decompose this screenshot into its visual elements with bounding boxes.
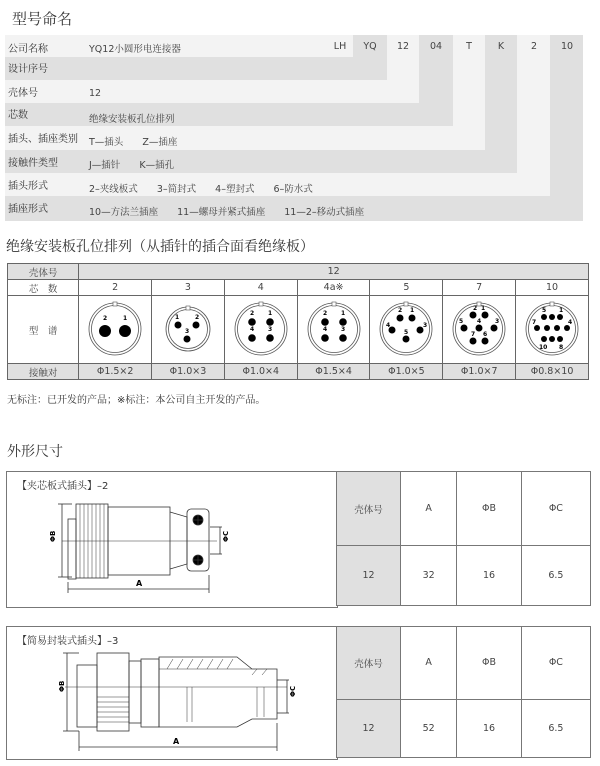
pin-num: 6 [483,331,488,338]
key-notch [332,302,336,306]
pattern-label: 型 谱 [8,296,79,364]
contact-row [8,364,589,380]
value-text: 10—方法兰插座 [89,207,159,218]
value-text: 11—螺母并紧式插座 [177,207,266,218]
dim-header: ΦC [521,627,590,700]
dim-header: ΦC [521,472,590,546]
pin-num: 3 [495,318,500,325]
drawing-caption: 【夹芯板式插头】–2 [17,481,109,492]
value-text: 绝缘安装板孔位排列 [89,114,175,125]
connector-face-7 [449,298,509,358]
connector-face-4 [231,298,291,358]
cores-cell: 4a※ [297,280,370,296]
naming-row-bg [5,80,419,103]
value-text: 6–防水式 [273,184,313,195]
connector-ring [308,303,360,355]
cores-cell: 3 [152,280,225,296]
contact-cell: Φ0.8×10 [516,364,589,380]
pin-dot [557,314,563,320]
connector-ring [526,303,578,355]
dim-header: A [401,627,457,700]
pin-diagram [370,296,443,364]
naming-label: 插头、插座类别 [8,134,78,145]
sealed-plug-drawing [57,647,297,757]
naming-value [89,204,380,218]
pin-dot [192,322,199,329]
pin-diagram [79,296,152,364]
pin-num: 4 [322,326,327,333]
pin-num: 7 [471,331,476,338]
connector-face-2 [85,298,145,358]
pin-dot [248,334,256,342]
value-text: 12 [89,88,102,99]
dim-value-row [337,546,591,606]
pin-dot [409,315,416,322]
pin-num: 2 [103,315,108,322]
pin-num: 2 [194,314,200,321]
naming-label: 插座形式 [8,204,48,215]
clamp-plug-drawing [42,497,242,602]
dim-label-c: ΦC [289,685,297,697]
dim-value: 12 [337,546,401,606]
pin-num: 7 [532,319,537,326]
value-text: T—插头 [89,137,124,148]
pin-num: 4 [249,326,254,333]
pin-diagram [443,296,516,364]
dim-header: ΦB [457,472,521,546]
dim-label-a: A [173,737,180,746]
dim-header-row [337,472,591,546]
pin-dot [554,325,560,331]
cores-cell: 10 [516,280,589,296]
cores-cell: 5 [370,280,443,296]
shell-value: 12 [79,264,589,280]
code-contact: K [497,41,505,52]
pin-num: 2 [322,310,327,317]
connector-ring [235,303,287,355]
dim-value: 12 [337,699,401,757]
code-socket-form: 10 [560,41,574,52]
cores-cell: 7 [443,280,516,296]
dimensions-table-1 [336,471,591,606]
dim-value: 16 [457,699,521,757]
pin-num: 1 [481,305,486,312]
value-text: 11—2–移动式插座 [284,207,365,218]
naming-row-bg [5,103,453,126]
naming-label: 接触件类型 [8,158,58,169]
dim-value: 32 [401,546,457,606]
dim-label-b: ΦB [58,680,66,692]
naming-value [89,88,117,99]
naming-col-bg [550,35,583,221]
pin-num: 1 [267,310,272,317]
code-shell: 12 [396,41,410,52]
contact-label: 接触对 [8,364,79,380]
pin-dot [248,318,256,326]
pin-diagram [152,296,225,364]
pin-dot [541,336,547,342]
pin-num: 5 [542,307,547,314]
pin-diagram [516,296,589,364]
code-design: YQ [363,41,377,52]
connector-face-4a [304,298,364,358]
key-notch [186,306,190,310]
pin-num: 1 [123,315,128,322]
naming-value [89,111,191,125]
pin-dot [461,325,468,332]
dim-label-c: ΦC [222,530,230,542]
contact-cell: Φ1.5×2 [79,364,152,380]
drawing-caption: 【简易封装式插头】–3 [17,636,119,647]
pin-num: 1 [340,310,345,317]
pin-num: 1 [174,314,180,321]
naming-value [89,181,329,195]
pattern-row [8,296,589,364]
cores-label: 芯 数 [8,280,79,296]
connector-ring [89,303,141,355]
shell-label: 壳体号 [8,264,79,280]
code-cores: 04 [429,41,443,52]
contact-cell: Φ1.0×7 [443,364,516,380]
dim-header-row [337,627,591,700]
pin-num: 2 [473,305,478,312]
cores-row [8,280,589,296]
pin-dot [470,312,477,319]
dim-header: ΦB [457,627,521,700]
pin-dot [321,318,329,326]
naming-row-bg [5,57,387,80]
naming-label: 插头形式 [8,181,48,192]
pin-num: 8 [559,344,564,351]
pin-dot [541,314,547,320]
pin-dot [266,318,274,326]
pin-dot [470,338,477,345]
pin-num: 5 [459,318,464,325]
dim-header: 壳体号 [337,472,401,546]
code-company: LH [333,41,347,52]
pin-dot [266,334,274,342]
pin-dot [491,325,498,332]
dim-header: A [401,472,457,546]
pin-dot [549,314,555,320]
pin-dot [119,325,131,337]
pin-dot [339,334,347,342]
pin-dot [476,325,483,332]
cores-cell: 2 [79,280,152,296]
drawing-panel-2 [6,626,338,760]
naming-label: 壳体号 [8,88,38,99]
dim-label-a: A [136,579,143,588]
dim-value: 6.5 [521,699,590,757]
dim-value: 16 [457,546,521,606]
pin-num: 5 [404,329,409,336]
key-notch [550,302,554,306]
connector-ring [237,306,284,353]
pin-num: 10 [539,344,548,351]
pin-num: 1 [559,307,564,314]
connector-face-5 [376,298,436,358]
naming-label: 设计序号 [8,64,48,75]
pin-layout-table [7,263,589,380]
pin-dot [174,322,181,329]
pin-diagram [224,296,297,364]
pin-num: 4 [568,319,573,326]
pin-dot [482,338,489,345]
dim-header: 壳体号 [337,627,401,700]
connector-ring [92,306,139,353]
value-text: K—插孔 [139,160,175,171]
contact-cell: Φ1.0×4 [224,364,297,380]
pin-diagram [297,296,370,364]
naming-label: 公司名称 [8,44,48,55]
value-text: 4–塑封式 [215,184,255,195]
pin-dot [549,336,555,342]
pin-dot [397,315,404,322]
dim-value-row [337,699,591,757]
naming-title: 型号命名 [12,10,73,28]
pin-num: 1 [410,307,415,314]
code-plug-form: 2 [530,41,538,52]
value-text: 2–夹线板式 [89,184,138,195]
naming-row-bg [5,150,517,173]
pin-layout-note: 无标注：已开发的产品；※标注：本公司自主开发的产品。 [7,395,266,406]
key-notch [113,302,117,306]
pin-dot [544,325,550,331]
pin-dot [321,334,329,342]
value-text: J—插针 [89,160,121,171]
pin-dot [99,325,111,337]
pin-num: 4 [477,318,482,325]
value-text: 3–简封式 [156,184,197,195]
pin-layout-title: 绝缘安装板孔位排列（从插针的插合面看绝缘板） [6,239,314,255]
drawing-panel-1 [6,471,338,608]
pin-num: 3 [423,322,428,329]
cores-cell: 4 [224,280,297,296]
naming-col-bg [517,35,550,196]
contact-cell: Φ1.0×3 [152,364,225,380]
dimensions-title: 外形尺寸 [7,444,63,460]
naming-value [89,41,197,55]
contact-cell: Φ1.0×5 [370,364,443,380]
pin-dot [557,336,563,342]
pin-dot [482,312,489,319]
connector-face-3 [158,298,218,358]
pin-num: 3 [340,326,345,333]
pin-num: 3 [267,326,272,333]
code-type: T [466,41,472,52]
pin-num: 2 [398,307,403,314]
key-notch [259,302,263,306]
key-notch [404,302,408,306]
value-text: YQ12小圆形电连接器 [89,44,181,55]
pin-num: 3 [184,328,190,335]
dim-value: 6.5 [521,546,590,606]
shell-row [8,264,589,280]
dim-value: 52 [401,699,457,757]
naming-value [89,134,193,148]
dim-label-b: ΦB [49,530,57,542]
pin-dot [403,336,410,343]
value-text: Z—插座 [142,137,178,148]
naming-value [89,157,190,171]
naming-label: 芯数 [8,110,28,121]
pin-num: 2 [249,310,254,317]
pin-dot [339,318,347,326]
connector-face-10 [522,298,582,358]
pin-dot [183,336,190,343]
contact-cell: Φ1.5×4 [297,364,370,380]
dimensions-table-2 [336,626,591,758]
connector-ring [310,306,357,353]
pin-num: 4 [386,322,391,329]
